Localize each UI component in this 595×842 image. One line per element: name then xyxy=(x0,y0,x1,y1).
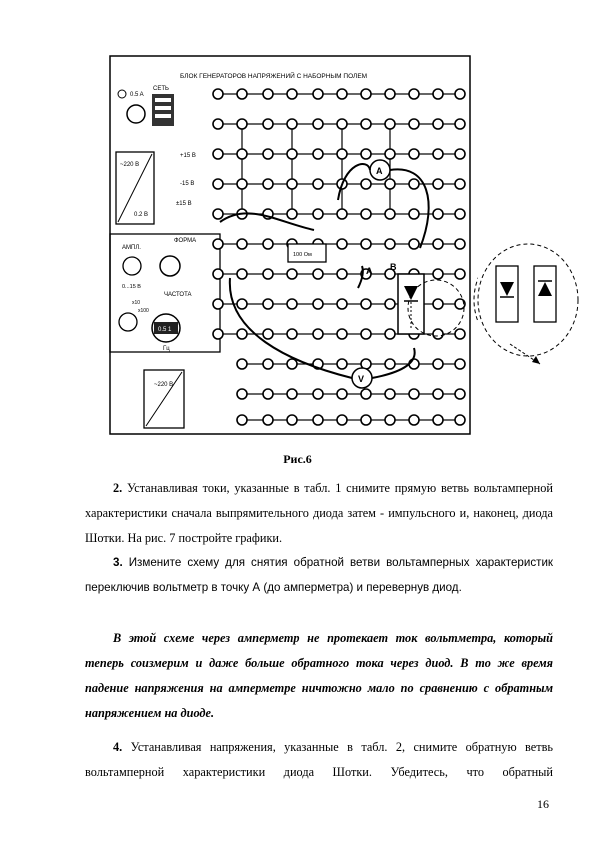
paragraph-4 xyxy=(85,735,553,785)
terminal xyxy=(313,119,323,129)
label-point-a: A xyxy=(366,266,373,276)
label-pm15: ±15 В xyxy=(176,201,192,207)
terminal xyxy=(385,239,395,249)
terminal xyxy=(433,239,443,249)
terminal xyxy=(313,179,323,189)
terminal xyxy=(433,269,443,279)
terminal xyxy=(385,149,395,159)
fuse-icon xyxy=(118,90,126,98)
terminal xyxy=(237,89,247,99)
terminal xyxy=(287,89,297,99)
paragraph-2 xyxy=(85,476,553,551)
terminal xyxy=(287,299,297,309)
terminal xyxy=(263,89,273,99)
terminal xyxy=(361,209,371,219)
label-resistor: 100 Ом xyxy=(293,252,312,258)
label-chast: ЧАСТОТА xyxy=(164,292,192,298)
terminal xyxy=(455,269,465,279)
p1-text: Устанавливая токи, указанные в табл. 1 снимите прямую ветвь вольтамперной характеристики сначала выпрямительного диода затем - импульсного и, наконец, диода Шотки. На рис. 7 постройте графики. xyxy=(85,481,553,545)
terminal xyxy=(337,329,347,339)
wire-1 xyxy=(220,213,314,230)
label-point-b: B xyxy=(390,262,397,272)
terminal xyxy=(433,299,443,309)
terminal xyxy=(237,149,247,159)
terminal xyxy=(433,179,443,189)
label-minus220: ~220 В xyxy=(154,382,174,388)
terminal xyxy=(455,329,465,339)
terminal xyxy=(337,389,347,399)
terminal xyxy=(313,299,323,309)
terminal xyxy=(213,149,223,159)
terminal xyxy=(409,149,419,159)
terminal xyxy=(263,359,273,369)
terminal xyxy=(237,299,247,309)
p3-text: В этой схеме через амперметр не протекает ток вольтметра, который теперь соизмерим и даже больше обратного тока через диод. В то же время падение напряжения на амперметре ничтожно мало по сравнению с обратным напряжением на диоде. xyxy=(85,631,553,720)
terminal xyxy=(385,329,395,339)
power-switch xyxy=(127,105,145,123)
terminal xyxy=(237,239,247,249)
label-forma: ФОРМА xyxy=(174,238,197,244)
terminal xyxy=(237,269,247,279)
form-knob xyxy=(160,256,180,276)
terminal xyxy=(263,239,273,249)
terminal xyxy=(237,359,247,369)
p4-num: 4. xyxy=(113,740,123,754)
p2-num: 3. xyxy=(113,556,123,569)
label-display: 0.5 1 xyxy=(158,327,172,333)
terminal xyxy=(433,149,443,159)
terminal xyxy=(409,209,419,219)
terminal xyxy=(313,329,323,339)
label-v-meter: V xyxy=(358,374,365,384)
arrow-icon xyxy=(532,356,540,364)
terminal xyxy=(213,179,223,189)
terminal xyxy=(361,149,371,159)
figure-caption: Рис.6 xyxy=(283,452,312,466)
terminal xyxy=(213,209,223,219)
label-220: ~220 В xyxy=(120,162,140,168)
terminal xyxy=(237,415,247,425)
terminal xyxy=(287,149,297,159)
terminal xyxy=(433,89,443,99)
terminal xyxy=(213,239,223,249)
panel-title: БЛОК ГЕНЕРАТОРОВ НАПРЯЖЕНИЙ С НАБОРНЫМ ПОЛЕМ xyxy=(180,73,368,80)
terminal xyxy=(337,299,347,309)
terminal xyxy=(213,299,223,309)
terminal xyxy=(361,239,371,249)
terminal xyxy=(337,119,347,129)
terminal xyxy=(337,239,347,249)
range-knob xyxy=(119,313,137,331)
label-a-meter: A xyxy=(376,166,383,176)
terminal xyxy=(455,415,465,425)
page-number: 16 xyxy=(537,797,549,811)
terminal xyxy=(455,209,465,219)
terminal xyxy=(263,149,273,159)
terminal xyxy=(337,209,347,219)
paragraph-note xyxy=(85,626,553,726)
terminal xyxy=(361,179,371,189)
terminal xyxy=(337,415,347,425)
paragraph-3 xyxy=(85,550,553,600)
terminal xyxy=(433,389,443,399)
terminal xyxy=(337,149,347,159)
terminal xyxy=(361,415,371,425)
terminal xyxy=(337,359,347,369)
terminal xyxy=(409,239,419,249)
terminal xyxy=(433,359,443,369)
terminal xyxy=(433,415,443,425)
terminal xyxy=(385,119,395,129)
terminal xyxy=(361,389,371,399)
terminal xyxy=(213,329,223,339)
label-x10: x10 xyxy=(132,300,141,306)
terminal xyxy=(263,415,273,425)
terminal xyxy=(237,389,247,399)
terminal xyxy=(287,209,297,219)
terminal xyxy=(385,359,395,369)
label-02: 0.2 В xyxy=(134,212,149,218)
label-plus15: +15 В xyxy=(180,153,196,159)
terminal xyxy=(433,329,443,339)
terminal xyxy=(287,329,297,339)
label-01: 0...15 В xyxy=(122,284,141,290)
terminal xyxy=(409,179,419,189)
terminal xyxy=(237,179,247,189)
terminal xyxy=(455,179,465,189)
terminal xyxy=(361,329,371,339)
terminal xyxy=(287,119,297,129)
terminal xyxy=(385,179,395,189)
terminal xyxy=(263,269,273,279)
terminal xyxy=(385,389,395,399)
terminal xyxy=(409,359,419,369)
terminal xyxy=(237,119,247,129)
terminal xyxy=(287,415,297,425)
terminal xyxy=(455,89,465,99)
terminal xyxy=(337,269,347,279)
terminal xyxy=(313,389,323,399)
label-minus15: -15 В xyxy=(180,181,195,187)
terminal xyxy=(287,179,297,189)
p4-text: Устанавливая напряжения, указанные в табл. 2, снимите обратную ветвь вольтамперной характеристики диода Шотки. Убедитесь, что обратный xyxy=(85,740,553,779)
terminal xyxy=(455,389,465,399)
terminal xyxy=(455,119,465,129)
label-ampl: АМПЛ. xyxy=(122,245,141,251)
terminal xyxy=(313,149,323,159)
terminal xyxy=(287,269,297,279)
terminal xyxy=(409,389,419,399)
terminal xyxy=(409,415,419,425)
p1-num: 2. xyxy=(113,481,123,495)
terminal xyxy=(409,89,419,99)
terminal xyxy=(385,415,395,425)
label-set: СЕТЬ xyxy=(153,86,169,92)
terminal xyxy=(361,89,371,99)
terminal xyxy=(313,415,323,425)
terminal xyxy=(263,119,273,129)
label-05a: 0.5 A xyxy=(130,92,144,98)
terminal xyxy=(213,269,223,279)
terminal xyxy=(213,119,223,129)
zoom-detail xyxy=(470,240,580,390)
p2-text: Измените схему для снятия обратной ветви вольтамперных характеристик переключив вольтметр в точку А (до амперметра) и перевернув диод. xyxy=(85,556,553,594)
terminal xyxy=(385,209,395,219)
circuit-figure xyxy=(108,52,478,437)
terminal xyxy=(287,389,297,399)
terminal xyxy=(455,239,465,249)
label-hz: Гц xyxy=(163,346,170,352)
terminal xyxy=(455,149,465,159)
terminal xyxy=(287,359,297,369)
terminal xyxy=(361,299,371,309)
ampl-knob xyxy=(123,257,141,275)
terminal xyxy=(385,299,395,309)
terminal xyxy=(313,209,323,219)
terminal xyxy=(213,89,223,99)
terminal xyxy=(361,119,371,129)
terminal xyxy=(263,299,273,309)
terminal xyxy=(337,89,347,99)
terminal xyxy=(433,119,443,129)
terminal xyxy=(409,119,419,129)
terminal xyxy=(455,359,465,369)
terminal xyxy=(263,329,273,339)
terminal xyxy=(263,179,273,189)
terminal xyxy=(237,329,247,339)
terminal xyxy=(313,269,323,279)
terminal xyxy=(263,389,273,399)
terminal xyxy=(385,89,395,99)
terminal xyxy=(433,209,443,219)
terminal xyxy=(313,89,323,99)
label-x100: x100 xyxy=(138,308,149,314)
